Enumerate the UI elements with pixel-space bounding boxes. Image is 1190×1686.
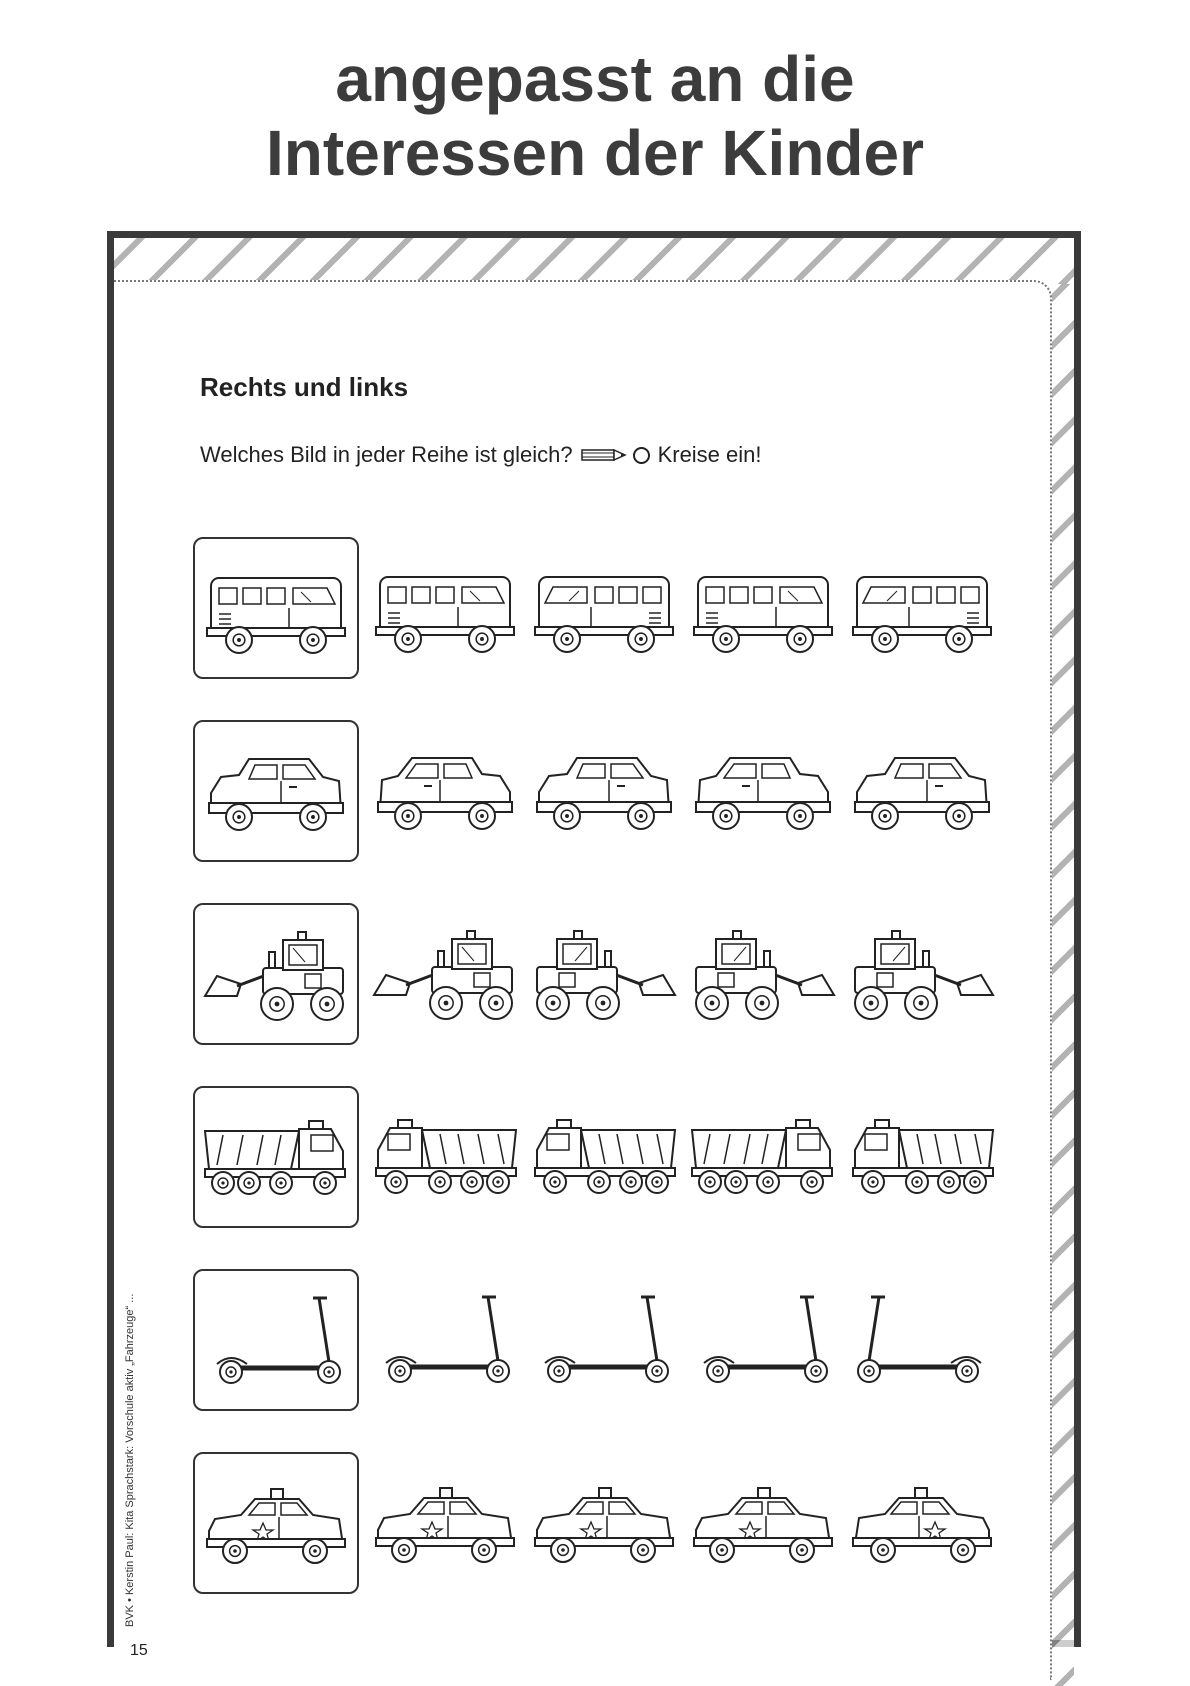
option-police-car-icon[interactable]	[846, 1462, 998, 1582]
option-suv-icon[interactable]	[369, 730, 521, 850]
section-title: Rechts und links	[200, 372, 409, 402]
option-scooter-icon[interactable]	[369, 1279, 521, 1399]
headline-line-2: Interessen der Kinder	[266, 117, 924, 189]
option-police-car-icon[interactable]	[369, 1462, 521, 1582]
option-scooter-icon[interactable]	[687, 1279, 839, 1399]
option-dump-truck-icon[interactable]	[687, 1096, 839, 1216]
option-bus-icon[interactable]	[528, 547, 680, 667]
pencil-icon	[581, 448, 627, 462]
reference-bulldozer-icon	[193, 903, 359, 1045]
reference-suv-icon	[193, 720, 359, 862]
option-bulldozer-icon[interactable]	[369, 913, 521, 1033]
option-bulldozer-icon[interactable]	[528, 913, 680, 1033]
reference-scooter-icon	[193, 1269, 359, 1411]
option-suv-icon[interactable]	[528, 730, 680, 850]
reference-dump-truck-icon	[193, 1086, 359, 1228]
option-police-car-icon[interactable]	[528, 1462, 680, 1582]
option-dump-truck-icon[interactable]	[846, 1096, 998, 1216]
option-bulldozer-icon[interactable]	[846, 913, 998, 1033]
circle-icon	[633, 447, 650, 464]
reference-bus-icon	[193, 537, 359, 679]
decorative-stripes-top	[114, 238, 1074, 284]
option-suv-icon[interactable]	[687, 730, 839, 850]
instruction-question: Welches Bild in jeder Reihe ist gleich?	[200, 442, 573, 467]
option-bulldozer-icon[interactable]	[687, 913, 839, 1033]
instruction	[200, 442, 762, 468]
worksheet-frame	[107, 231, 1081, 1659]
option-bus-icon[interactable]	[369, 547, 521, 667]
option-scooter-icon[interactable]	[528, 1279, 680, 1399]
reference-police-car-icon	[193, 1452, 359, 1594]
instruction-command: Kreise ein!	[657, 442, 762, 467]
option-dump-truck-icon[interactable]	[528, 1096, 680, 1216]
option-bus-icon[interactable]	[846, 547, 998, 667]
page-number: 15	[130, 1642, 148, 1659]
credit-line: BVK • Kerstin Paul: Kita Sprachstark: Vorschule aktiv „Fahrzeuge“ ...	[124, 1293, 136, 1627]
option-suv-icon[interactable]	[846, 730, 998, 850]
headline	[0, 42, 1190, 190]
option-bus-icon[interactable]	[687, 547, 839, 667]
worksheet-sheet	[114, 280, 1052, 1680]
option-scooter-icon[interactable]	[846, 1279, 998, 1399]
headline-line-1: angepasst an die	[335, 43, 855, 115]
option-police-car-icon[interactable]	[687, 1462, 839, 1582]
option-dump-truck-icon[interactable]	[369, 1096, 521, 1216]
